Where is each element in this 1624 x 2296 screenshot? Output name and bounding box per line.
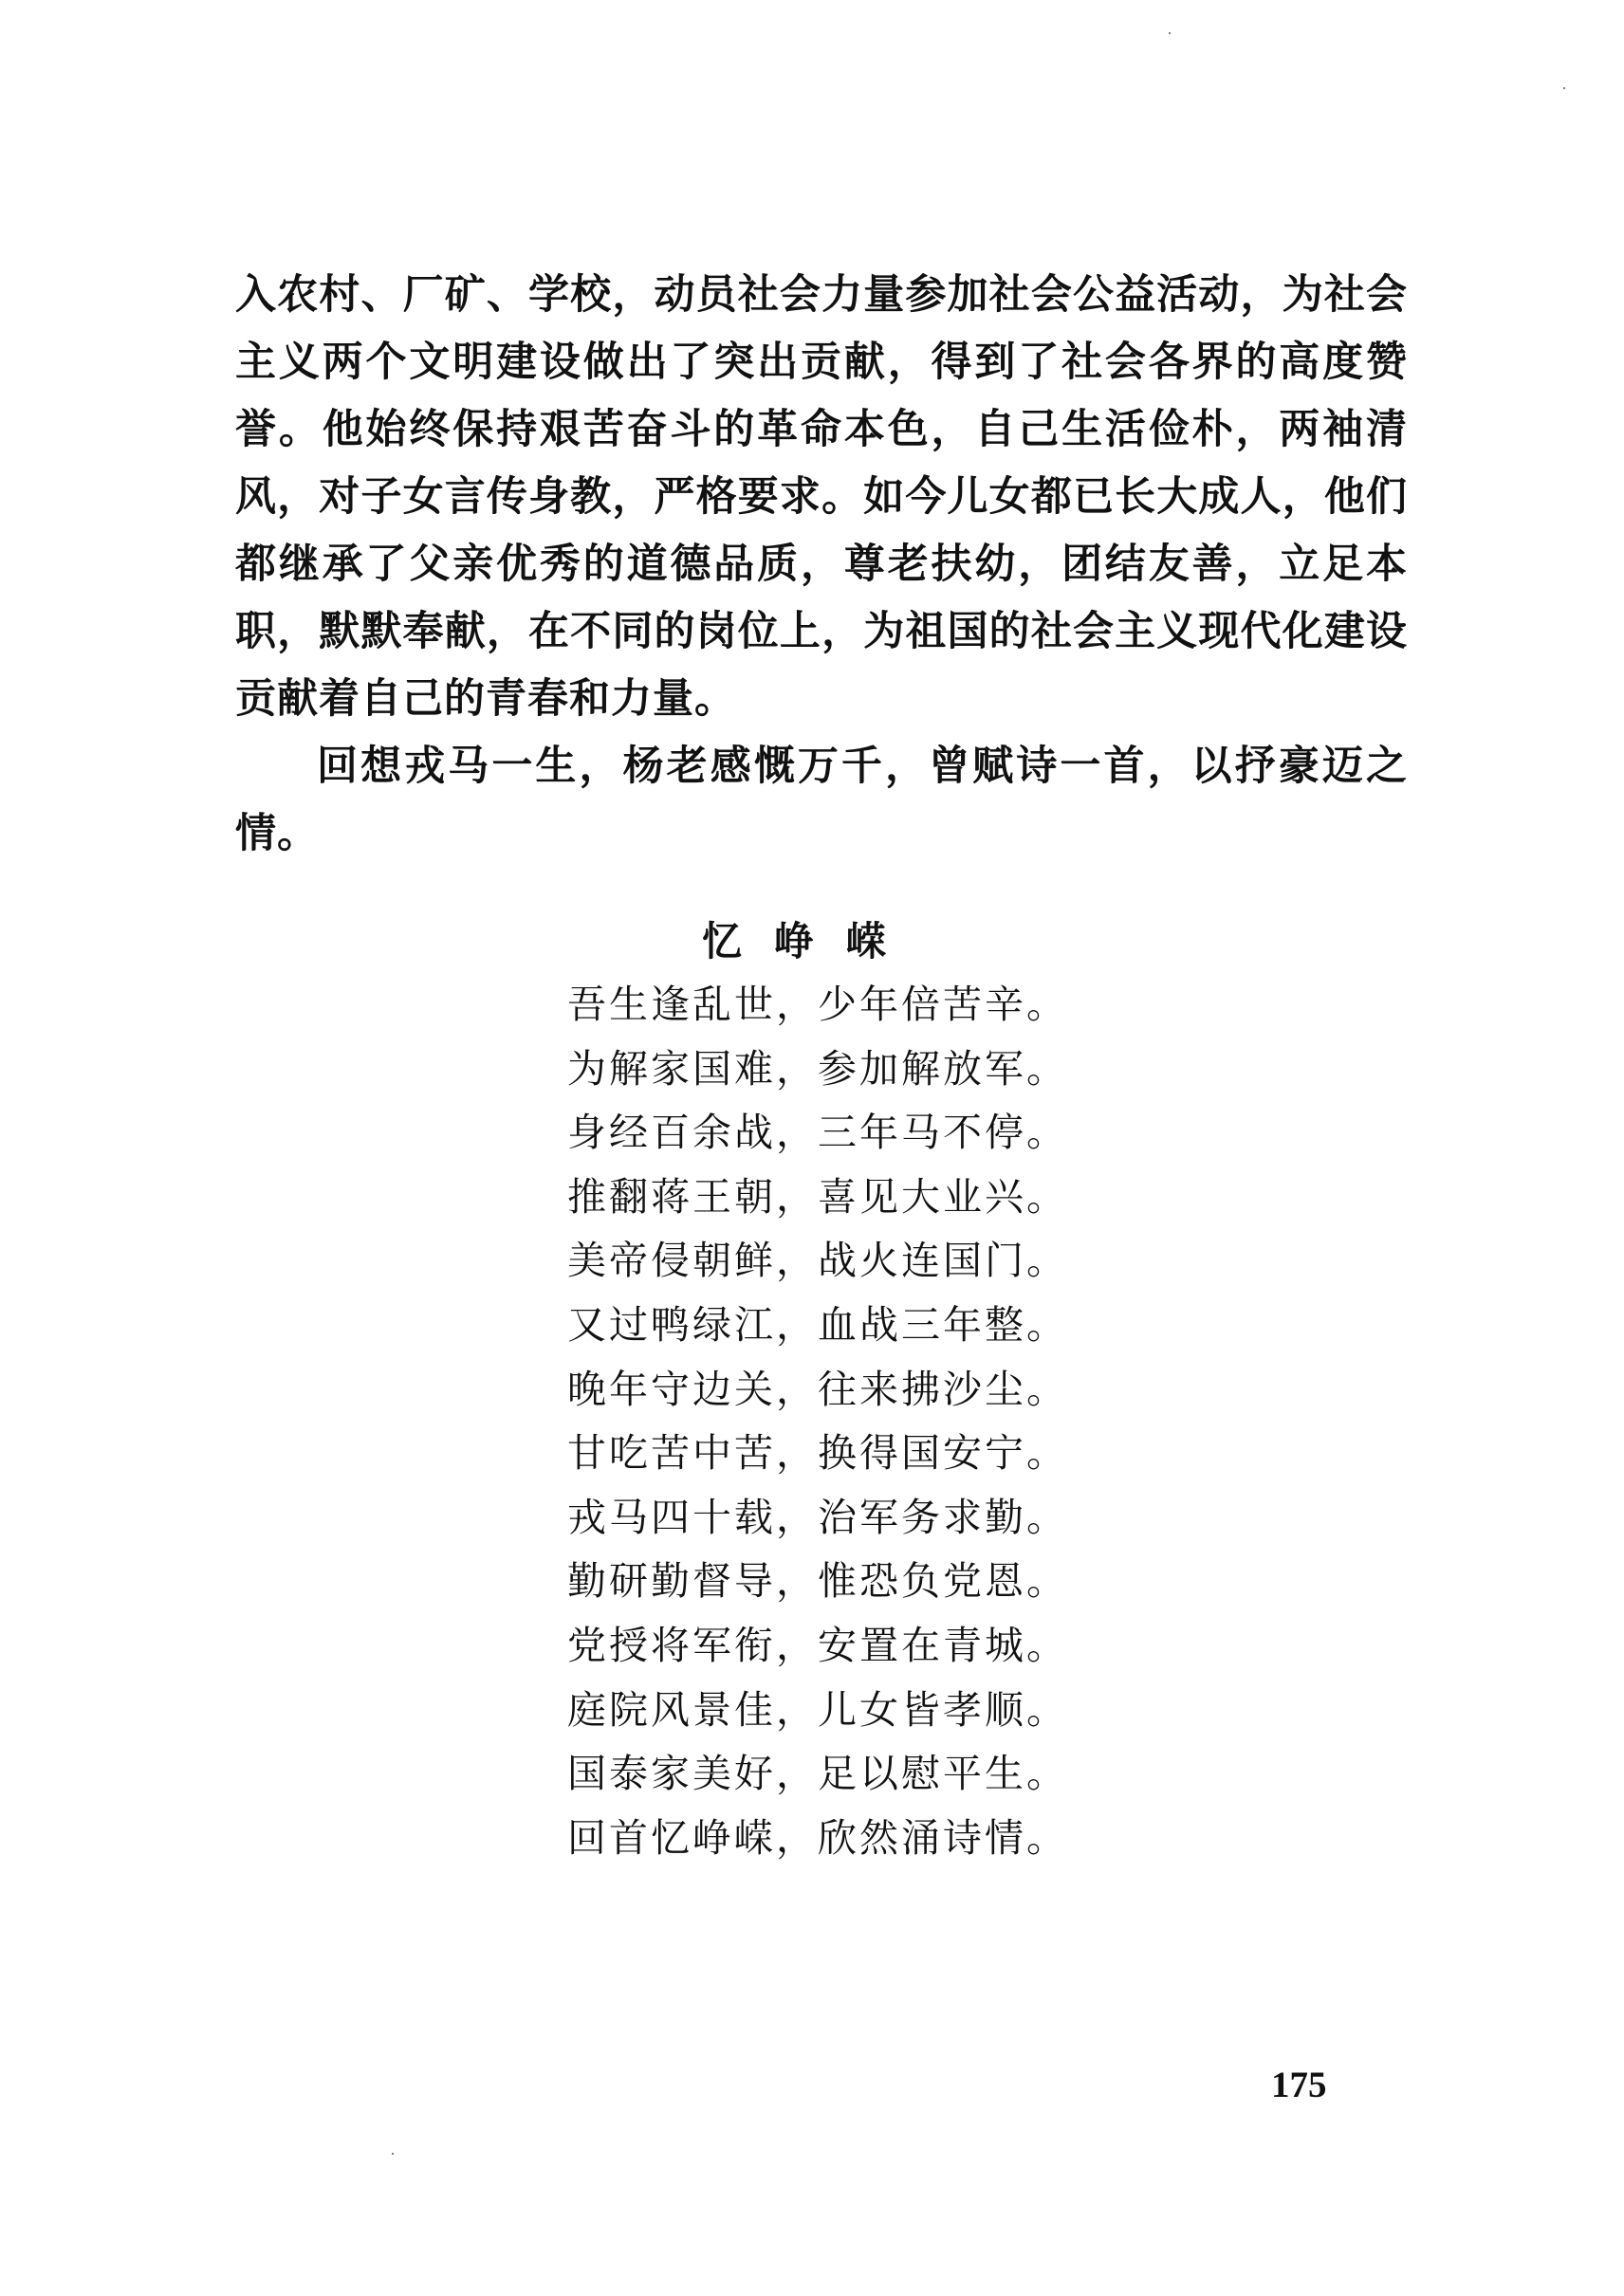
poem-line: 党授将军衔，安置在青城。 bbox=[567, 1622, 1068, 1668]
poem-line: 美帝侵朝鲜，战火连国门。 bbox=[567, 1238, 1068, 1284]
poem-line: 戎马四十载，治军务求勤。 bbox=[567, 1494, 1068, 1540]
poem-line: 身经百余战，三年马不停。 bbox=[567, 1110, 1068, 1156]
poem-line: 勤研勤督导，惟恐负党恩。 bbox=[567, 1558, 1068, 1605]
scan-speck bbox=[392, 2153, 394, 2155]
poem-line: 推翻蒋王朝，喜见大业兴。 bbox=[567, 1173, 1068, 1220]
poem-title: 忆峥嵘 bbox=[702, 918, 919, 964]
scan-speck bbox=[1563, 87, 1565, 89]
poem-line: 回首忆峥嵘，欣然涌诗情。 bbox=[567, 1814, 1068, 1861]
poem-line: 又过鸭绿江，血战三年整。 bbox=[567, 1301, 1068, 1348]
poem-line: 甘吃苦中苦，换得国安宁。 bbox=[567, 1430, 1068, 1477]
paragraph-continued: 入农村、厂矿、学校，动员社会力量参加社会公益活动，为社会主义两个文明建设做出了突出贡献，得到了社会各界的高度赞誉。他始终保持艰苦奋斗的革命本色，自己生活俭朴，两袖清风，对子女言传身教，严格要求。如今儿女都已长大成人，他们都继承了父亲优秀的道德品质，尊老扶幼，团结友善，立足本职，默默奉献，在不同的岗位上，为祖国的社会主义现代化建设贡献着自己的青春和力量。 bbox=[235, 271, 1408, 723]
poem-line: 为解家国难，参加解放军。 bbox=[567, 1045, 1068, 1092]
poem-line: 晚年守边关，往来拂沙尘。 bbox=[567, 1366, 1068, 1412]
poem-line: 国泰家美好，足以慰平生。 bbox=[567, 1751, 1068, 1797]
poem-line: 庭院风景佳，儿女皆孝顺。 bbox=[567, 1686, 1068, 1733]
poem-body bbox=[567, 973, 1068, 1870]
paragraph-poem-intro: 回想戎马一生，杨老感慨万千，曾赋诗一首，以抒豪迈之情。 bbox=[235, 743, 1408, 857]
page-number: 175 bbox=[1271, 2065, 1327, 2105]
body-text bbox=[235, 262, 1408, 868]
poem-line: 吾生逢乱世，少年倍苦辛。 bbox=[567, 982, 1068, 1027]
scan-speck bbox=[1169, 32, 1171, 34]
